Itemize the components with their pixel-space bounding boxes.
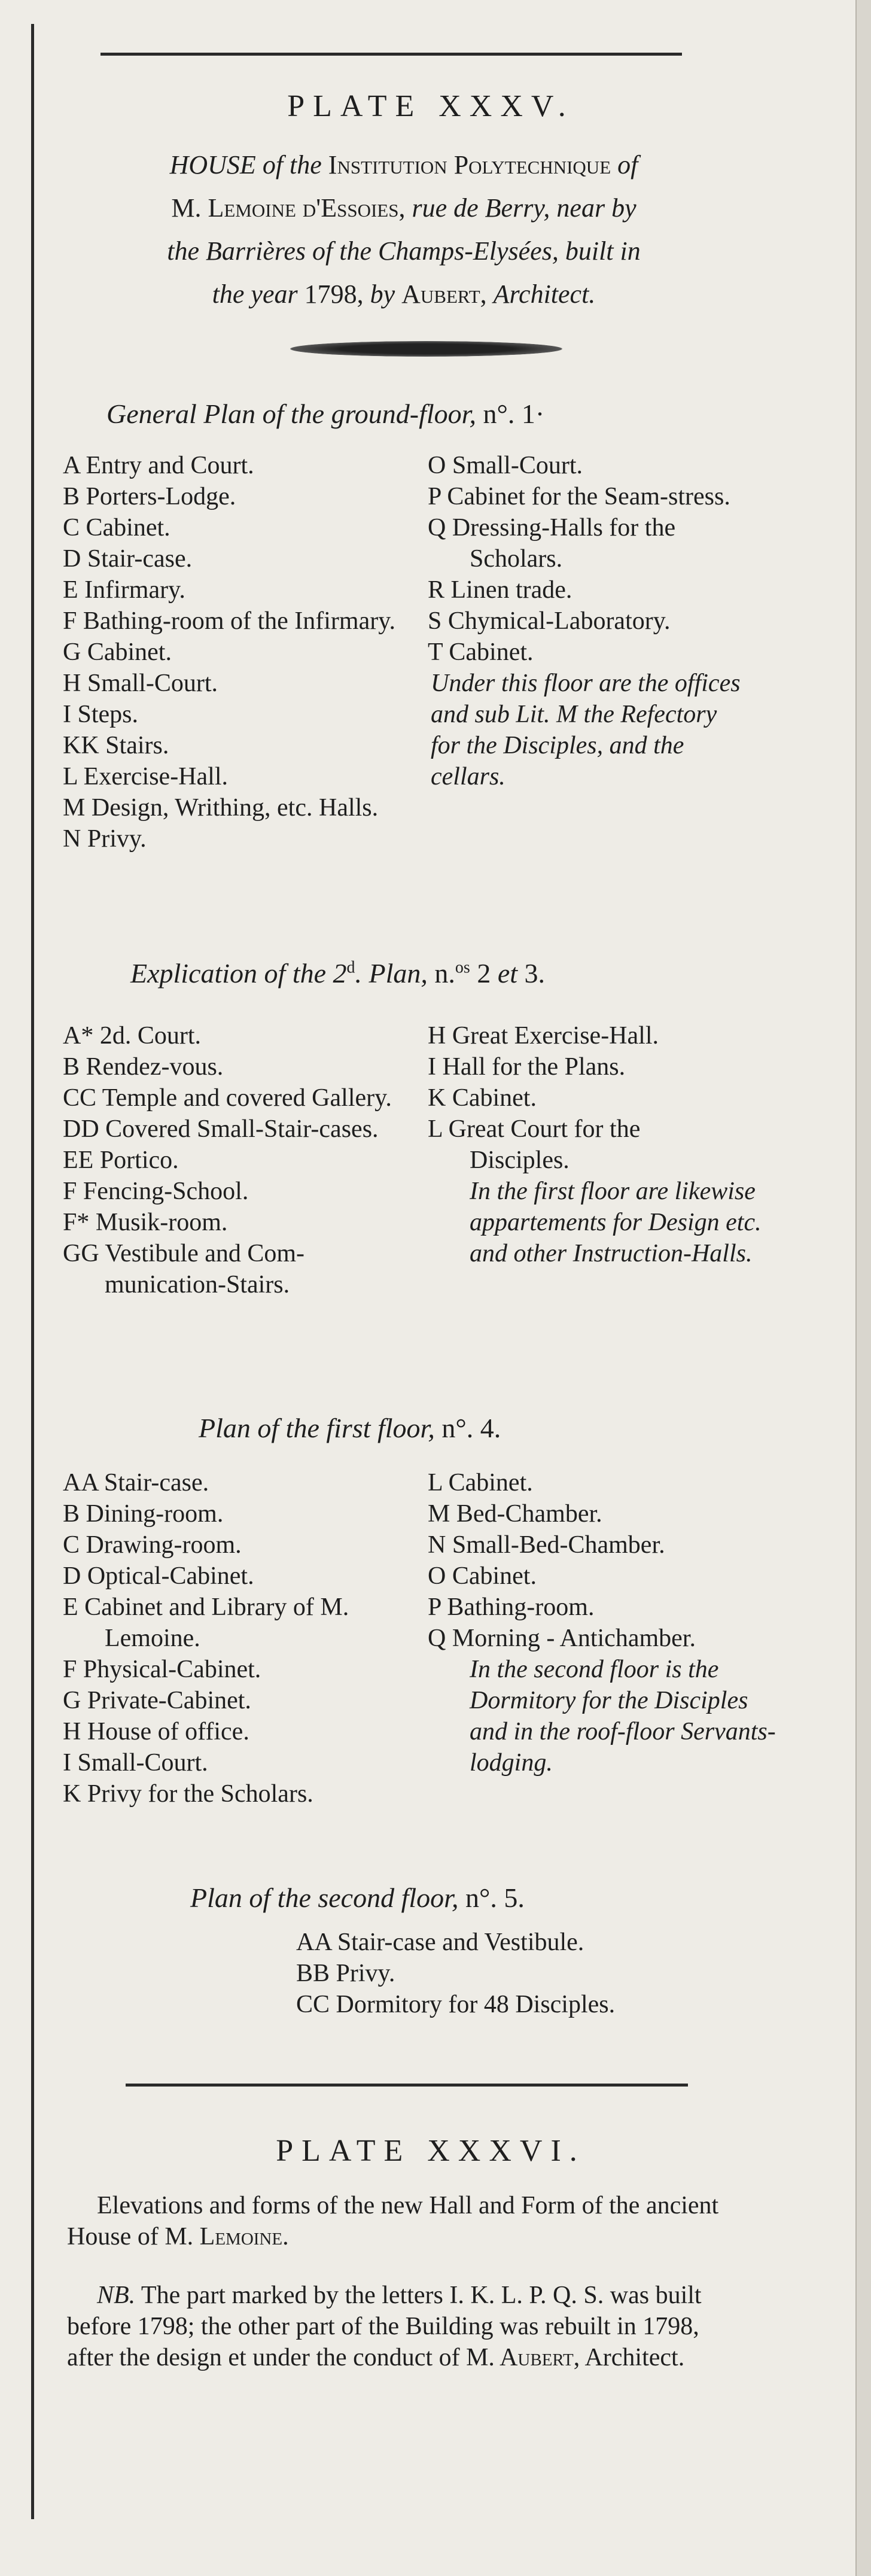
legend-entry: [428, 1082, 739, 1114]
legend-key: M: [63, 794, 86, 822]
intro-architect: Architect.: [493, 279, 596, 309]
legend-key: B: [63, 483, 80, 510]
ornament-divider: [290, 341, 562, 357]
legend-text: Small-Court.: [452, 452, 583, 479]
top-rule: [100, 53, 682, 56]
legend-key: D: [63, 1562, 81, 1590]
intro-house: HOUSE: [169, 150, 256, 180]
legend-text: Great Exercise-Hall.: [452, 1022, 659, 1050]
legend-text: Musik-room.: [95, 1209, 228, 1236]
legend-entry: [63, 1716, 422, 1747]
second-floor-items: [296, 1927, 715, 2020]
legend-entry: [63, 1778, 422, 1809]
first-floor-right-column: [428, 1467, 776, 1778]
plan-2-3-heading-sup: d: [346, 958, 355, 977]
legend-entry: [63, 1051, 416, 1082]
legend-key: O: [428, 452, 446, 479]
first-floor-heading: [199, 1412, 501, 1444]
legend-key: N: [63, 825, 81, 853]
legend-text: Chymical-Laboratory.: [447, 607, 671, 635]
legend-text: Private-Cabinet.: [87, 1687, 251, 1714]
legend-text: Cabinet.: [448, 1469, 533, 1497]
legend-entry: [428, 606, 739, 637]
legend-text: Cabinet.: [86, 514, 170, 542]
intro-institution: Institution Polytechnique: [328, 150, 611, 180]
plate-36-title: PLATE XXXVI.: [276, 2134, 586, 2168]
plan-2-3-note: In the first floor are likewise appartements for Design etc. and other Instruction-Halls.: [470, 1178, 762, 1267]
legend-text: Temple and covered Gallery.: [102, 1084, 392, 1112]
legend-entry: [428, 574, 739, 606]
legend-entry: [63, 668, 404, 699]
legend-text: Dressing-Halls for the Scholars.: [452, 514, 676, 573]
legend-entry: [428, 1467, 745, 1498]
legend-key: AA: [296, 1929, 331, 1956]
legend-entry: [428, 1529, 745, 1561]
legend-text: Small-Court.: [87, 670, 218, 697]
ground-floor-heading: [106, 398, 544, 430]
legend-entry: [63, 1498, 422, 1529]
plan-2-3-heading-text: Explication of the 2: [130, 958, 347, 989]
legend-key: G: [63, 1687, 81, 1714]
legend-text: Great Court for the Disciples.: [448, 1115, 641, 1174]
legend-text: Stair-case and Vestibule.: [337, 1929, 584, 1956]
legend-key: B: [63, 1500, 80, 1528]
second-floor-heading-text: Plan of the second floor,: [190, 1882, 459, 1913]
legend-text: Small-Bed-Chamber.: [452, 1531, 665, 1559]
legend-entry: [428, 637, 739, 668]
legend-key: A*: [63, 1022, 94, 1050]
legend-key: A: [63, 452, 80, 479]
legend-text: Exercise-Hall.: [83, 763, 228, 790]
legend-entry: [63, 1145, 416, 1176]
legend-key: E: [63, 1593, 78, 1621]
legend-key: BB: [296, 1960, 330, 1987]
plate-35-intro: [57, 144, 751, 316]
legend-text: Morning - Antichamber.: [452, 1625, 696, 1652]
legend-entry: [63, 1747, 422, 1778]
first-floor-heading-no: n°. 4.: [441, 1413, 501, 1443]
plate-36-para2-name: M. Aubert,: [466, 2344, 580, 2371]
legend-entry: [63, 1176, 416, 1207]
legend-text: Stair-case.: [103, 1469, 209, 1497]
legend-text: Drawing-room.: [86, 1531, 242, 1559]
second-floor-heading-no: n°. 5.: [465, 1882, 525, 1913]
plate-36-paragraph-2: [67, 2280, 743, 2373]
legend-key: L: [428, 1115, 443, 1143]
intro-built-in: built in: [565, 236, 641, 266]
bottom-rule: [126, 2084, 688, 2087]
plate-36-para2-text: The part marked by the letters I. K. L. P. Q. S. was built before 1798; the other part of the Building was rebuilt in 1798, after the design et under the conduct of: [67, 2282, 702, 2371]
legend-text: Privy for the Scholars.: [87, 1780, 313, 1808]
legend-entry: [63, 1529, 422, 1561]
plan-2-3-heading-no: n.: [434, 958, 455, 989]
legend-text: Hall for the Plans.: [442, 1053, 626, 1081]
legend-entry: [296, 1958, 715, 1989]
legend-key: P: [428, 1593, 441, 1621]
legend-entry: [428, 1561, 745, 1592]
plan-2-3-heading-last: 3.: [524, 958, 546, 989]
legend-key: E: [63, 576, 78, 604]
legend-key: CC: [63, 1084, 97, 1112]
legend-key: KK: [63, 732, 99, 759]
plan-2-3-heading-plan: . Plan,: [355, 958, 428, 989]
legend-text: Fencing-School.: [83, 1178, 249, 1205]
legend-key: K: [428, 1084, 446, 1112]
legend-key: I: [63, 1749, 71, 1777]
legend-entry: [63, 699, 404, 730]
page-edge: [857, 0, 871, 2576]
legend-entry: [63, 1238, 416, 1300]
legend-text: Porters-Lodge.: [86, 483, 236, 510]
intro-the-year: the year: [212, 279, 298, 309]
legend-text: House of office.: [87, 1718, 249, 1745]
legend-text: Cabinet for the Seam-stress.: [447, 483, 730, 510]
legend-entry: [428, 481, 739, 512]
legend-text: Bathing-room of the Infirmary.: [83, 607, 395, 635]
legend-key: P: [428, 483, 441, 510]
legend-text: Covered Small-Stair-cases.: [105, 1115, 379, 1143]
legend-entry: [428, 1114, 739, 1176]
legend-entry: [428, 512, 739, 574]
nb-label: NB.: [97, 2282, 136, 2309]
legend-text: Cabinet.: [87, 638, 172, 666]
legend-key: H: [63, 1718, 81, 1745]
legend-text: Stair-case.: [87, 545, 193, 573]
intro-of-the: of the: [262, 150, 322, 180]
legend-key: D: [63, 545, 81, 573]
legend-text: Infirmary.: [84, 576, 185, 604]
legend-text: Steps.: [77, 701, 139, 728]
plan-2-3-heading-et: et: [497, 958, 518, 989]
legend-entry: [63, 730, 404, 761]
first-floor-heading-text: Plan of the first floor,: [199, 1413, 435, 1443]
plate-35-title: PLATE XXXV.: [287, 89, 574, 123]
legend-text: Dormitory for 48 Disciples.: [336, 1991, 616, 2018]
legend-entry: [428, 1498, 745, 1529]
ground-floor-left-column: [63, 450, 404, 854]
ground-floor-right-column: [428, 450, 739, 792]
legend-entry: [63, 1467, 422, 1498]
legend-key: B: [63, 1053, 80, 1081]
legend-text: Portico.: [99, 1146, 179, 1174]
legend-text: Vestibule and Com-munication-Stairs.: [105, 1240, 305, 1298]
intro-owner: M. Lemoine d'Essoies,: [171, 193, 406, 223]
plan-2-3-heading: [130, 957, 545, 989]
legend-text: Design, Writhing, etc. Halls.: [91, 794, 379, 822]
legend-entry: [63, 481, 404, 512]
legend-entry: [63, 792, 404, 823]
legend-key: G: [63, 638, 81, 666]
legend-entry: [296, 1989, 715, 2020]
legend-entry: [63, 637, 404, 668]
left-border-line: [31, 24, 34, 2519]
legend-entry: [63, 761, 404, 792]
legend-key: N: [428, 1531, 446, 1559]
legend-key: AA: [63, 1469, 98, 1497]
ground-floor-heading-text: General Plan of the ground-floor,: [106, 399, 476, 429]
plate-36-para2-end: Architect.: [584, 2344, 685, 2371]
legend-entry: [63, 1592, 422, 1654]
ground-floor-heading-no: n°. 1·: [483, 399, 545, 429]
legend-text: Stairs.: [105, 732, 169, 759]
legend-key: R: [428, 576, 445, 604]
intro-near-by: near by: [556, 193, 636, 223]
legend-key: EE: [63, 1146, 94, 1174]
legend-entry: [428, 1020, 739, 1051]
legend-entry: [63, 1082, 416, 1114]
legend-key: I: [428, 1053, 436, 1081]
legend-entry: [63, 606, 404, 637]
legend-entry: [63, 450, 404, 481]
plan-2-3-heading-no-sup: os: [455, 958, 470, 977]
legend-entry: [428, 1592, 745, 1623]
legend-entry: [63, 1020, 416, 1051]
legend-key: C: [63, 514, 80, 542]
legend-entry: [63, 512, 404, 543]
legend-text: Cabinet.: [452, 1084, 537, 1112]
plan-2-3-right-column: [428, 1020, 762, 1269]
legend-entry: [428, 450, 739, 481]
legend-key: K: [63, 1780, 81, 1808]
intro-by: by: [370, 279, 395, 309]
legend-key: C: [63, 1531, 80, 1559]
legend-key: Q: [428, 514, 446, 542]
plate-36-para1-text: Elevations and forms of the new Hall and Form of the ancient House of: [67, 2192, 719, 2250]
legend-text: Cabinet.: [449, 638, 534, 666]
intro-barriers: the Barrières of the Champs-Elysées,: [167, 236, 559, 266]
legend-entry: [428, 1051, 739, 1082]
legend-key: Q: [428, 1625, 446, 1652]
legend-entry: [63, 543, 404, 574]
legend-text: 2d. Court.: [99, 1022, 202, 1050]
legend-key: T: [428, 638, 443, 666]
legend-key: F: [63, 607, 77, 635]
legend-key: GG: [63, 1240, 99, 1267]
legend-key: H: [428, 1022, 446, 1050]
first-floor-left-column: [63, 1467, 422, 1809]
intro-street: rue de Berry,: [412, 193, 550, 223]
intro-year: 1798,: [304, 279, 364, 309]
legend-key: O: [428, 1562, 446, 1590]
legend-entry: [63, 1561, 422, 1592]
legend-entry: [296, 1927, 715, 1958]
intro-architect-name: Aubert,: [401, 279, 487, 309]
intro-of: of: [617, 150, 638, 180]
legend-entry: [63, 1207, 416, 1238]
second-floor-heading: [190, 1882, 525, 1914]
legend-text: Optical-Cabinet.: [87, 1562, 254, 1590]
plan-2-3-heading-nums: 2: [477, 958, 491, 989]
first-floor-note: In the second floor is the Dormitory for the Disciples and in the roof-floor Servants-lodging.: [470, 1656, 776, 1777]
legend-text: Physical-Cabinet.: [83, 1656, 261, 1683]
legend-text: Dining-room.: [86, 1500, 224, 1528]
legend-key: S: [428, 607, 442, 635]
plate-36-para1-name: M. Lemoine.: [165, 2223, 289, 2250]
legend-text: Privy.: [336, 1960, 395, 1987]
legend-text: Cabinet and Library of M. Lemoine.: [84, 1593, 349, 1652]
legend-key: H: [63, 670, 81, 697]
legend-text: Small-Court.: [77, 1749, 208, 1777]
legend-entry: [428, 1623, 745, 1654]
legend-key: F: [63, 1178, 77, 1205]
legend-key: L: [428, 1469, 443, 1497]
legend-key: I: [63, 701, 71, 728]
legend-key: DD: [63, 1115, 99, 1143]
legend-text: Privy.: [87, 825, 147, 853]
legend-key: M: [428, 1500, 450, 1528]
legend-key: L: [63, 763, 78, 790]
legend-text: Rendez-vous.: [86, 1053, 224, 1081]
legend-entry: [63, 1685, 422, 1716]
ground-floor-note: Under this floor are the offices and sub Lit. M the Refectory for the Disciples, and the cellars.: [431, 670, 741, 790]
legend-text: Linen trade.: [450, 576, 572, 604]
legend-entry: [63, 574, 404, 606]
plan-2-3-left-column: [63, 1020, 416, 1300]
legend-text: Bathing-room.: [447, 1593, 595, 1621]
legend-entry: [63, 1654, 422, 1685]
legend-key: F*: [63, 1209, 90, 1236]
legend-entry: [63, 823, 404, 854]
legend-text: Entry and Court.: [86, 452, 254, 479]
legend-text: Bed-Chamber.: [456, 1500, 602, 1528]
plate-36-paragraph-1: [67, 2190, 743, 2252]
legend-text: Cabinet.: [452, 1562, 537, 1590]
legend-key: CC: [296, 1991, 330, 2018]
legend-key: F: [63, 1656, 77, 1683]
legend-entry: [63, 1114, 416, 1145]
